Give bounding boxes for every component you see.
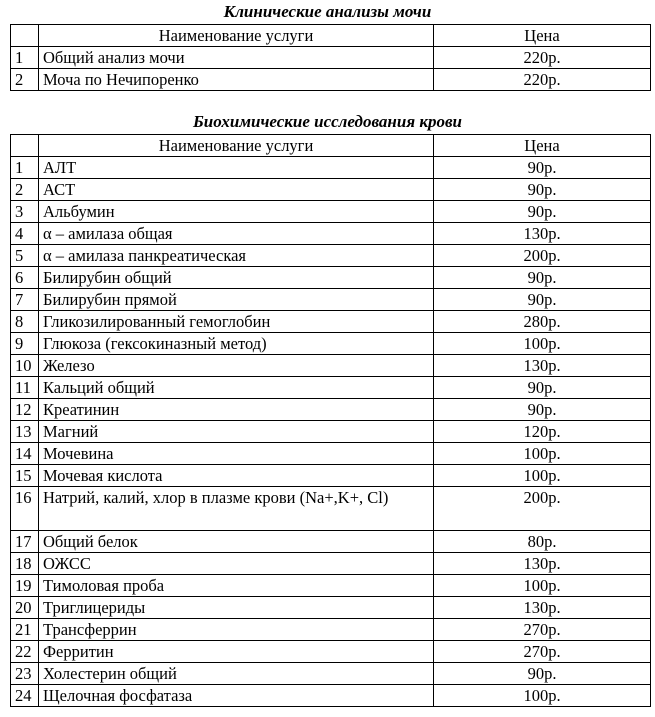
service-price: 90р.: [434, 663, 651, 685]
service-price: 90р.: [434, 289, 651, 311]
table-row: [11, 69, 651, 91]
row-number: 3: [11, 201, 39, 223]
service-price: 90р.: [434, 399, 651, 421]
service-name: Железо: [39, 355, 434, 377]
row-number: 17: [11, 531, 39, 553]
table-row: [11, 663, 651, 685]
service-name: Кальций общий: [39, 377, 434, 399]
table-row: [11, 179, 651, 201]
row-number: 24: [11, 685, 39, 707]
service-name: α – амилаза общая: [39, 223, 434, 245]
row-number: 4: [11, 223, 39, 245]
header-price: Цена: [434, 25, 651, 47]
service-price: 200р.: [434, 487, 651, 531]
service-price: 90р.: [434, 267, 651, 289]
service-name: Мочевина: [39, 443, 434, 465]
service-price: 100р.: [434, 685, 651, 707]
service-price: 130р.: [434, 355, 651, 377]
service-name: Гликозилированный гемоглобин: [39, 311, 434, 333]
row-number: 20: [11, 597, 39, 619]
row-number: 1: [11, 157, 39, 179]
table-row: [11, 201, 651, 223]
row-number: 21: [11, 619, 39, 641]
row-number: 22: [11, 641, 39, 663]
service-name: Тимоловая проба: [39, 575, 434, 597]
service-price: 130р.: [434, 597, 651, 619]
service-price: 100р.: [434, 333, 651, 355]
table-row: [11, 377, 651, 399]
service-name: Трансферрин: [39, 619, 434, 641]
row-number: 14: [11, 443, 39, 465]
urine-price-table: [10, 24, 651, 91]
row-number: 8: [11, 311, 39, 333]
service-price: 130р.: [434, 223, 651, 245]
service-name: Креатинин: [39, 399, 434, 421]
table-row: [11, 641, 651, 663]
row-number: 15: [11, 465, 39, 487]
service-name: Ферритин: [39, 641, 434, 663]
row-number: 16: [11, 487, 39, 531]
row-number: 7: [11, 289, 39, 311]
service-name: Холестерин общий: [39, 663, 434, 685]
service-price: 100р.: [434, 575, 651, 597]
service-price: 200р.: [434, 245, 651, 267]
service-price: 270р.: [434, 619, 651, 641]
table-row: [11, 487, 651, 531]
row-number: 12: [11, 399, 39, 421]
row-number: 5: [11, 245, 39, 267]
header-price: Цена: [434, 135, 651, 157]
table-row: [11, 597, 651, 619]
header-service-name: Наименование услуги: [39, 135, 434, 157]
table-row: [11, 531, 651, 553]
table-row: [11, 289, 651, 311]
row-number: 6: [11, 267, 39, 289]
service-price: 90р.: [434, 201, 651, 223]
service-name: АЛТ: [39, 157, 434, 179]
table-header-row: [11, 25, 651, 47]
service-price: 220р.: [434, 47, 651, 69]
service-price: 280р.: [434, 311, 651, 333]
table-row: [11, 421, 651, 443]
row-number: 11: [11, 377, 39, 399]
service-name: Триглицериды: [39, 597, 434, 619]
service-name: АСТ: [39, 179, 434, 201]
service-name: ОЖСС: [39, 553, 434, 575]
row-number: 2: [11, 179, 39, 201]
table-row: [11, 465, 651, 487]
header-number-cell: [11, 25, 39, 47]
row-number: 2: [11, 69, 39, 91]
service-name: Билирубин общий: [39, 267, 434, 289]
table-row: [11, 157, 651, 179]
service-price: 90р.: [434, 157, 651, 179]
row-number: 10: [11, 355, 39, 377]
service-price: 120р.: [434, 421, 651, 443]
service-name: Натрий, калий, хлор в плазме крови (Na+,K+, Cl): [39, 487, 434, 531]
service-name: Билирубин прямой: [39, 289, 434, 311]
table-header-row: [11, 135, 651, 157]
service-name: Мочевая кислота: [39, 465, 434, 487]
table-row: [11, 311, 651, 333]
row-number: 19: [11, 575, 39, 597]
table-row: [11, 399, 651, 421]
blood-price-table: [10, 134, 651, 707]
table-row: [11, 443, 651, 465]
table-row: [11, 553, 651, 575]
urine-table-body: [11, 47, 651, 91]
service-name: α – амилаза панкреатическая: [39, 245, 434, 267]
row-number: 1: [11, 47, 39, 69]
service-price: 100р.: [434, 465, 651, 487]
table-row: [11, 47, 651, 69]
service-name: Магний: [39, 421, 434, 443]
service-price: 220р.: [434, 69, 651, 91]
service-price: 80р.: [434, 531, 651, 553]
service-price: 270р.: [434, 641, 651, 663]
blood-section-title: Биохимические исследования крови: [193, 112, 462, 131]
service-name: Общий анализ мочи: [39, 47, 434, 69]
header-service-name: Наименование услуги: [39, 25, 434, 47]
service-name: Щелочная фосфатаза: [39, 685, 434, 707]
row-number: 9: [11, 333, 39, 355]
service-name: Глюкоза (гексокиназный метод): [39, 333, 434, 355]
table-row: [11, 333, 651, 355]
urine-section-title: Клинические анализы мочи: [223, 2, 432, 21]
table-row: [11, 575, 651, 597]
service-name: Моча по Нечипоренко: [39, 69, 434, 91]
service-name: Альбумин: [39, 201, 434, 223]
table-row: [11, 685, 651, 707]
service-name: Общий белок: [39, 531, 434, 553]
blood-table-body: [11, 157, 651, 707]
table-row: [11, 245, 651, 267]
table-row: [11, 223, 651, 245]
table-row: [11, 267, 651, 289]
row-number: 18: [11, 553, 39, 575]
service-price: 100р.: [434, 443, 651, 465]
service-price: 90р.: [434, 179, 651, 201]
table-row: [11, 619, 651, 641]
row-number: 23: [11, 663, 39, 685]
row-number: 13: [11, 421, 39, 443]
service-price: 90р.: [434, 377, 651, 399]
header-number-cell: [11, 135, 39, 157]
table-row: [11, 355, 651, 377]
service-price: 130р.: [434, 553, 651, 575]
